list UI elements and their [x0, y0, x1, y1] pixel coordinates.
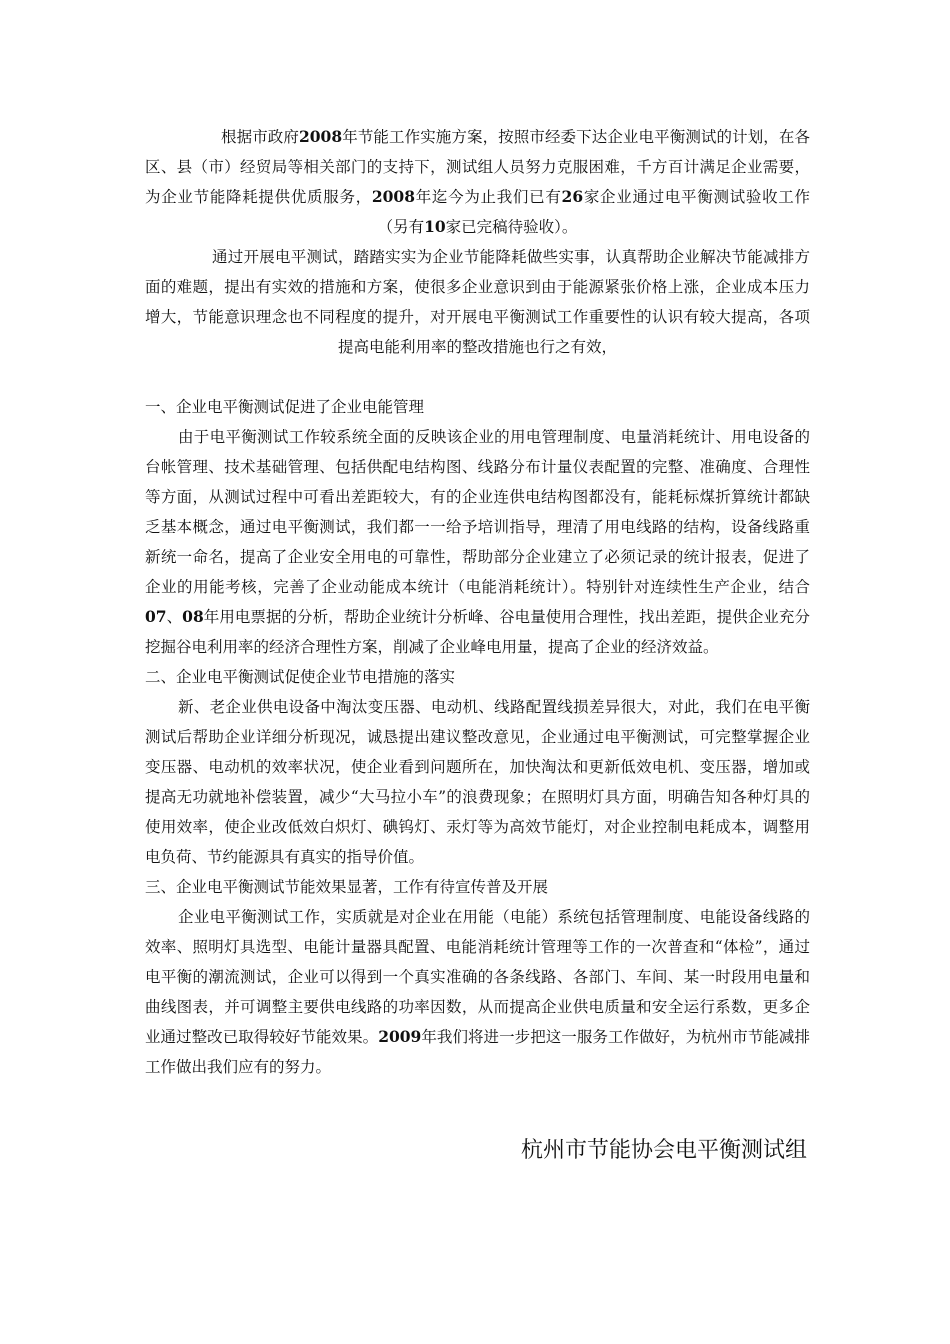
- document-body: [145, 122, 810, 1082]
- section-2-heading: 二、企业电平衡测试促使企业节电措施的落实: [145, 668, 456, 686]
- intro-text: 年节能工作实施方案，按照市经委下达企业电平衡测试的计划，在各区、县（市）经贸局等相关部门的支持下，测试组人员努力克服困难，千方百计满足企业需要，为企业节能降耗提供优质服务，: [145, 128, 810, 206]
- year-number: 2008: [298, 127, 343, 146]
- year-number: 08: [182, 607, 204, 626]
- intro-text: 年迄今为止我们已有: [415, 188, 562, 206]
- intro-text: 家企业通过电平衡测试验收工作（另有: [377, 188, 810, 236]
- count-number: 10: [424, 217, 446, 236]
- intro-paragraph-1: [145, 122, 810, 242]
- signature-organization: 杭州市节能协会电平衡测试组: [520, 1138, 807, 1163]
- paragraph-spacer: [145, 362, 810, 392]
- body-text: 、: [166, 608, 183, 626]
- year-number: 2008: [371, 187, 415, 206]
- section-2-body: 新、老企业供电设备中淘汰变压器、电动机、线路配置线损差异很大，对此，我们在电平衡测试后帮助企业详细分析现况，诚恳提出建议整改意见，企业通过电平衡测试，可完整掌握企业变压器、电动机的效率状况，使企业看到问题所在，加快淘汰和更新低效电机、变压器，增加或提高无功就地补偿装置，减少“大马拉小车”的浪费现象；在照明灯具方面，明确告知各种灯具的使用效率，使企业改低效白炽灯、碘钨灯、汞灯等为高效节能灯，对企业控制电耗成本，调整用电负荷、节约能源具有真实的指导价值。: [145, 698, 810, 866]
- intro-text: 家已完稿待验收）。: [445, 218, 578, 236]
- intro-paragraph-2: 通过开展电平测试，踏踏实实为企业节能降耗做些实事，认真帮助企业解决节能减排方面的难题，提出有实效的措施和方案，使很多企业意识到由于能源紧张价格上涨，企业成本压力增大，节能意识理念也不同程度的提升，对开展电平衡测试工作重要性的认识有较大提高，各项提高电能利用率的整改措施也行之有效，: [145, 248, 810, 356]
- body-text: 年我们将进一步把这一服务工作做好，为杭州市节能减排工作做出我们应有的努力。: [145, 1028, 810, 1076]
- body-text: 由于电平衡测试工作较系统全面的反映该企业的用电管理制度、电量消耗统计、用电设备的台帐管理、技术基础管理、包括供配电结构图、线路分布计量仪表配置的完整、准确度、合理性等方面，从测试过程中可看出差距较大，有的企业连供电结构图都没有，能耗标煤折算统计都缺乏基本概念，通过电平衡测试，我们都一一给予培训指导，理清了用电线路的结构，设备线路重新统一命名，提高了企业安全用电的可靠性，帮助部分企业建立了必须记录的统计报表，促进了企业的用能考核，完善了企业动能成本统计（电能消耗统计）。特别针对连续性生产企业，结合: [145, 428, 810, 596]
- section-3-body: [145, 902, 810, 1082]
- year-number: 2009: [378, 1027, 422, 1046]
- body-text: 年用电票据的分析，帮助企业统计分析峰、谷电量使用合理性，找出差距，提供企业充分挖掘谷电利用率的经济合理性方案，削减了企业峰电用量，提高了企业的经济效益。: [145, 608, 810, 656]
- year-number: 07: [145, 607, 167, 626]
- section-1-body: [145, 422, 810, 662]
- count-number: 26: [561, 187, 584, 206]
- body-text: 企业电平衡测试工作，实质就是对企业在用能（电能）系统包括管理制度、电能设备线路的效率、照明灯具选型、电能计量器具配置、电能消耗统计管理等工作的一次普查和“体检”，通过电平衡的潮流测试，企业可以得到一个真实准确的各条线路、各部门、车间、某一时段用电量和曲线图表，并可调整主要供电线路的功率因数，从而提高企业供电质量和安全运行系数，更多企业通过整改已取得较好节能效果。: [145, 908, 810, 1046]
- section-3-heading: 三、企业电平衡测试节能效果显著，工作有待宣传普及开展: [145, 878, 549, 896]
- intro-text: 根据市政府: [221, 128, 299, 146]
- section-1-heading: 一、企业电平衡测试促进了企业电能管理: [145, 398, 425, 416]
